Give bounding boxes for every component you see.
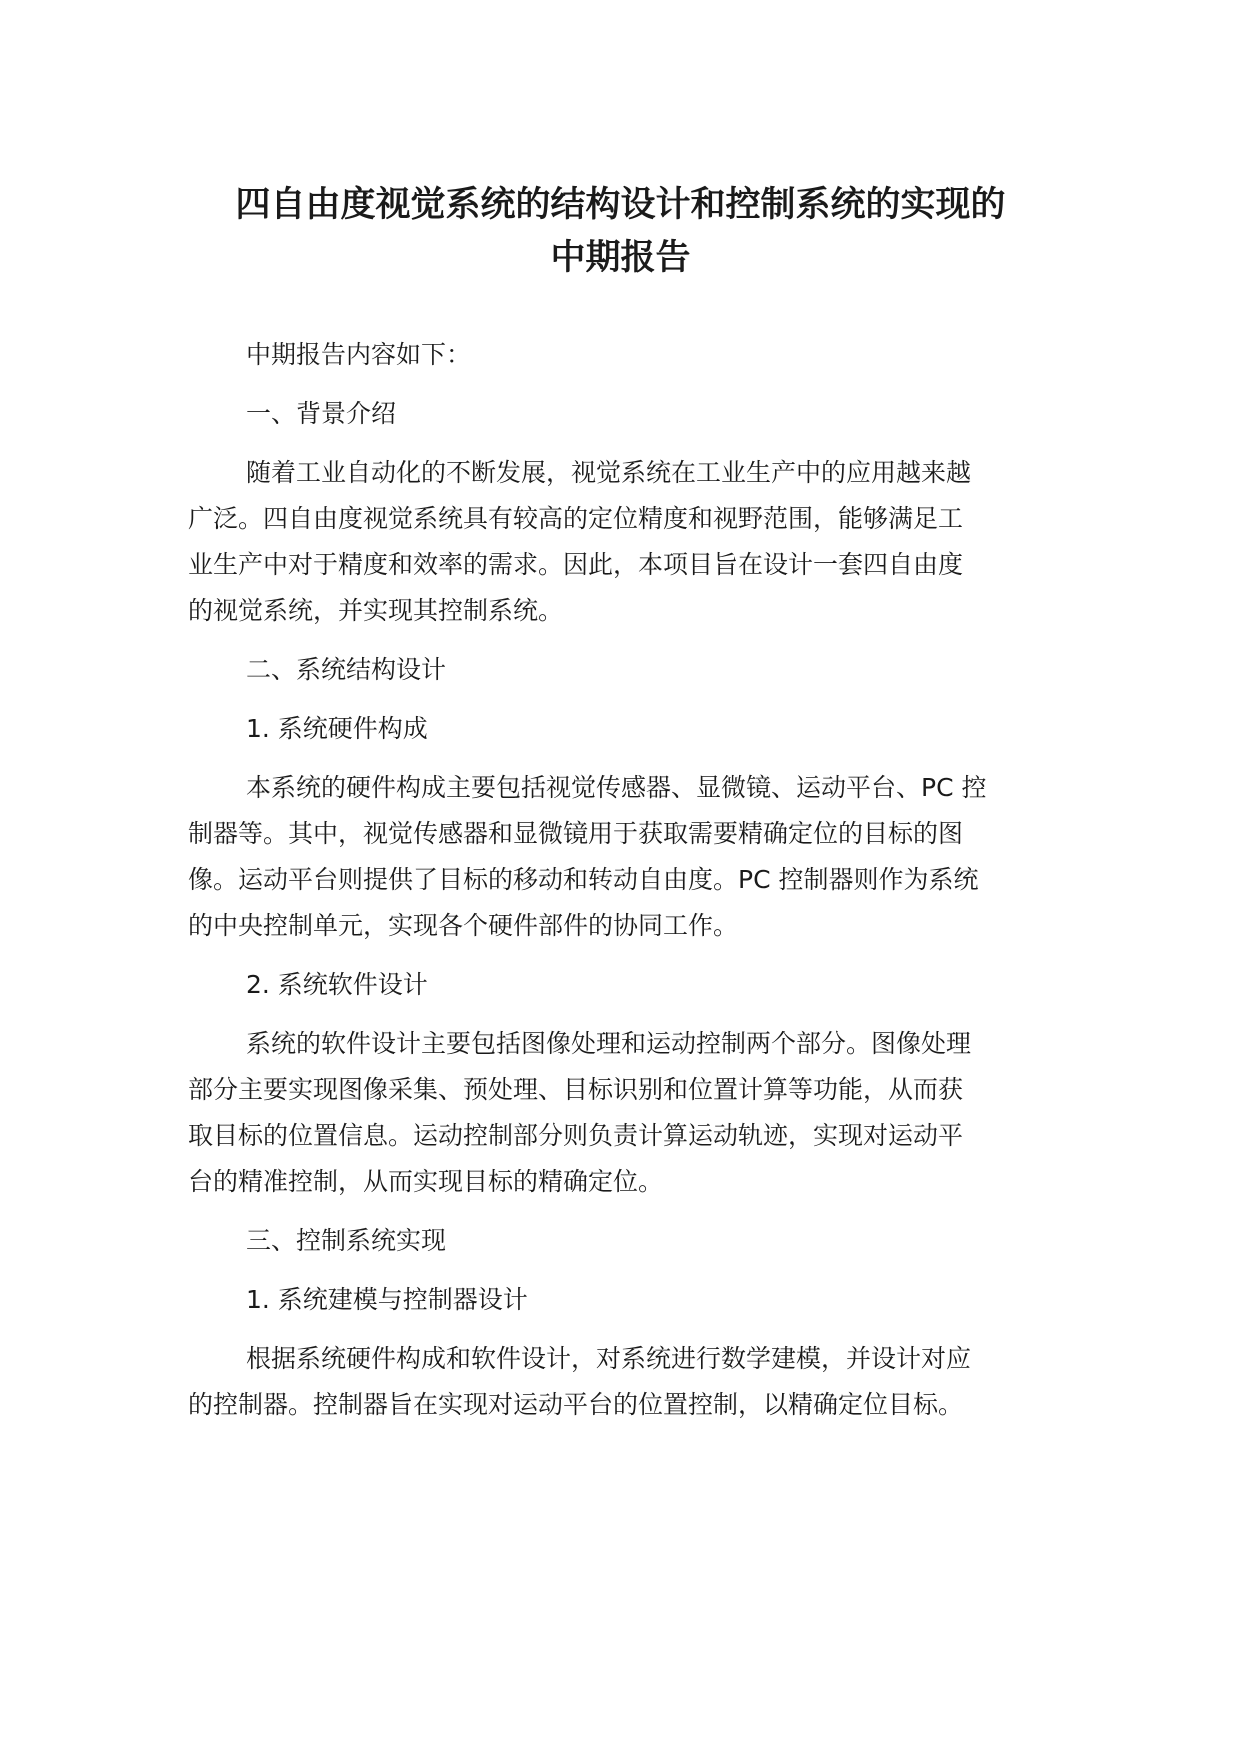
paragraph-line: 业生产中对于精度和效率的需求。因此，本项目旨在设计一套四自由度 — [188, 550, 964, 579]
paragraph-line: 制器等。其中，视觉传感器和显微镜用于获取需要精确定位的目标的图 — [188, 819, 964, 848]
document-title-line-2: 中期报告 — [550, 238, 691, 278]
subsection-heading-modeling: 1. 系统建模与控制器设计 — [246, 1285, 528, 1314]
paragraph-line: 本系统的硬件构成主要包括视觉传感器、显微镜、运动平台、PC 控 — [246, 773, 987, 802]
section-heading-control: 三、控制系统实现 — [246, 1226, 447, 1255]
paragraph-line: 广泛。四自由度视觉系统具有较高的定位精度和视野范围，能够满足工 — [188, 504, 964, 533]
paragraph-line: 台的精准控制，从而实现目标的精确定位。 — [188, 1167, 664, 1196]
document-title-line-1: 四自由度视觉系统的结构设计和控制系统的实现的 — [235, 185, 1006, 225]
paragraph-line: 取目标的位置信息。运动控制部分则负责计算运动轨迹，实现对运动平 — [188, 1121, 964, 1150]
paragraph-line: 随着工业自动化的不断发展，视觉系统在工业生产中的应用越来越 — [246, 458, 972, 487]
paragraph-line: 的视觉系统，并实现其控制系统。 — [188, 596, 564, 625]
paragraph-line: 根据系统硬件构成和软件设计，对系统进行数学建模，并设计对应 — [246, 1344, 972, 1373]
section-heading-structure: 二、系统结构设计 — [246, 655, 447, 684]
paragraph-line: 像。运动平台则提供了目标的移动和转动自由度。PC 控制器则作为系统 — [188, 865, 979, 894]
subsection-heading-software: 2. 系统软件设计 — [246, 970, 428, 999]
paragraph-line: 部分主要实现图像采集、预处理、目标识别和位置计算等功能，从而获 — [188, 1075, 964, 1104]
paragraph-line: 的控制器。控制器旨在实现对运动平台的位置控制，以精确定位目标。 — [188, 1390, 964, 1419]
intro-text: 中期报告内容如下： — [246, 340, 472, 369]
subsection-heading-hardware: 1. 系统硬件构成 — [246, 714, 428, 743]
paragraph-line: 系统的软件设计主要包括图像处理和运动控制两个部分。图像处理 — [246, 1029, 972, 1058]
paragraph-line: 的中央控制单元，实现各个硬件部件的协同工作。 — [188, 911, 739, 940]
section-heading-background: 一、背景介绍 — [246, 399, 397, 428]
